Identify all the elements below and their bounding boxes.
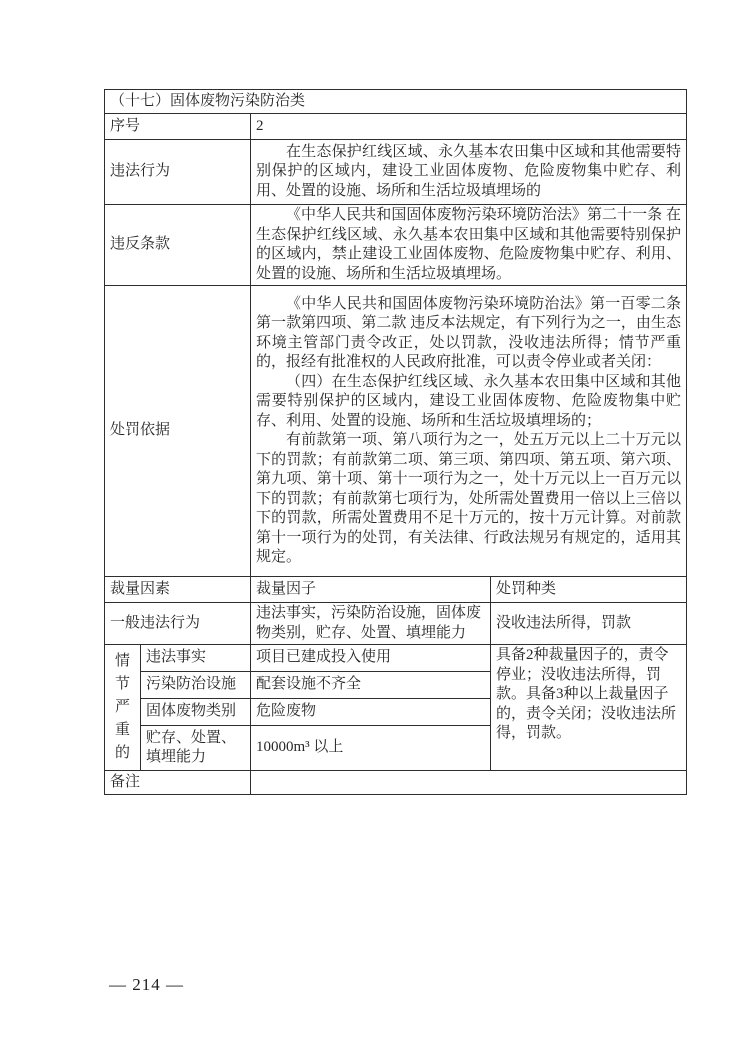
remark-label: 备注 [105, 771, 251, 795]
serious-factor-value: 危险废物 [251, 699, 491, 726]
serial-label: 序号 [105, 114, 251, 140]
serious-factor-name: 贮存、处置、填埋能力 [141, 726, 251, 771]
table-row [105, 286, 687, 577]
general-violation-label: 一般违法行为 [105, 603, 251, 645]
illegal-act-text: 在生态保护红线区域、永久基本农田集中区域和其他需要特别保护的区域内，建设工业固体废物、危险废物集中贮存、利用、处置的设施、场所和生活垃圾填埋场的 [256, 143, 682, 199]
serious-factor-name: 违法事实 [141, 645, 251, 672]
penalty-basis-paragraph: （四）在生态保护红线区域、永久基本农田集中区域和其他需要特别保护的区域内，建设工业固体废物、危险废物集中贮存、利用、处置的设施、场所和生活垃圾填埋场的； [256, 373, 682, 429]
serious-factor-name: 污染防治设施 [141, 672, 251, 699]
penalty-basis-paragraph: 《中华人民共和国固体废物污染环境防治法》第一百零二条第一款第四项、第二款 违反本法规定，有下列行为之一，由生态环境主管部门责令改正，处以罚款，没收违法所得；情节严重的，报经有批准权的人民政府批准，可以责令停业或者关闭： [256, 295, 682, 370]
illegal-act-label: 违法行为 [105, 140, 251, 205]
remark-value [251, 771, 687, 795]
table-row [105, 603, 687, 645]
serious-violation-vertical-text: 情 节 严 重 的 [114, 652, 130, 761]
serious-violation-label [105, 645, 141, 771]
penalty-basis-cell [251, 286, 687, 577]
table-row [105, 645, 687, 672]
discretion-factor-category-header: 裁量因素 [105, 577, 251, 603]
penalty-basis-paragraph: 有前款第一项、第八项行为之一，处五万元以上二十万元以下的罚款；有前款第二项、第三项、第四项、第五项、第六项、第九项、第十项、第十一项行为之一，处十万元以上一百万元以下的罚款；有前款第七项行为，处所需处置费用一倍以上三倍以下的罚款，所需处置费用不足十万元的，按十万元计算。对前款第十一项行为的处罚，有关法律、行政法规另有规定的，适用其规定。 [256, 432, 682, 565]
serious-factor-value: 项目已建成投入使用 [251, 645, 491, 672]
penalty-discretion-table [104, 89, 687, 795]
table-row [105, 114, 687, 140]
illegal-act-cell [251, 140, 687, 205]
table-row [105, 140, 687, 205]
table-row [105, 205, 687, 286]
serial-value: 2 [251, 114, 687, 140]
general-violation-factors: 违法事实，污染防治设施，固体废物类别，贮存、处置、填埋能力 [251, 603, 491, 645]
category-title: （十七）固体废物污染防治类 [105, 90, 687, 114]
penalty-type-header: 处罚种类 [491, 577, 687, 603]
general-violation-penalty: 没收违法所得，罚款 [491, 603, 687, 645]
serious-factor-name: 固体废物类别 [141, 699, 251, 726]
violated-clause-text: 《中华人民共和国固体废物污染环境防治法》第二十一条 在生态保护红线区域、永久基本农田集中区域和其他需要特别保护的区域内，禁止建设工业固体废物、危险废物集中贮存、利用、处置的设施、场所和生活垃圾填埋场。 [256, 207, 682, 282]
serious-factor-value: 10000m³ 以上 [251, 726, 491, 771]
penalty-basis-label: 处罚依据 [105, 286, 251, 577]
table-row [105, 771, 687, 795]
violated-clause-cell [251, 205, 687, 286]
violated-clause-label: 违反条款 [105, 205, 251, 286]
page-number: — 214 — [109, 975, 184, 994]
table-row [105, 577, 687, 603]
serious-penalty: 具备2种裁量因子的，责令停业；没收违法所得，罚款。具备3种以上裁量因子的，责令关闭；没收违法所得，罚款。 [491, 645, 687, 771]
discretion-factor-header: 裁量因子 [251, 577, 491, 603]
serious-factor-value: 配套设施不齐全 [251, 672, 491, 699]
table-row [105, 90, 687, 114]
